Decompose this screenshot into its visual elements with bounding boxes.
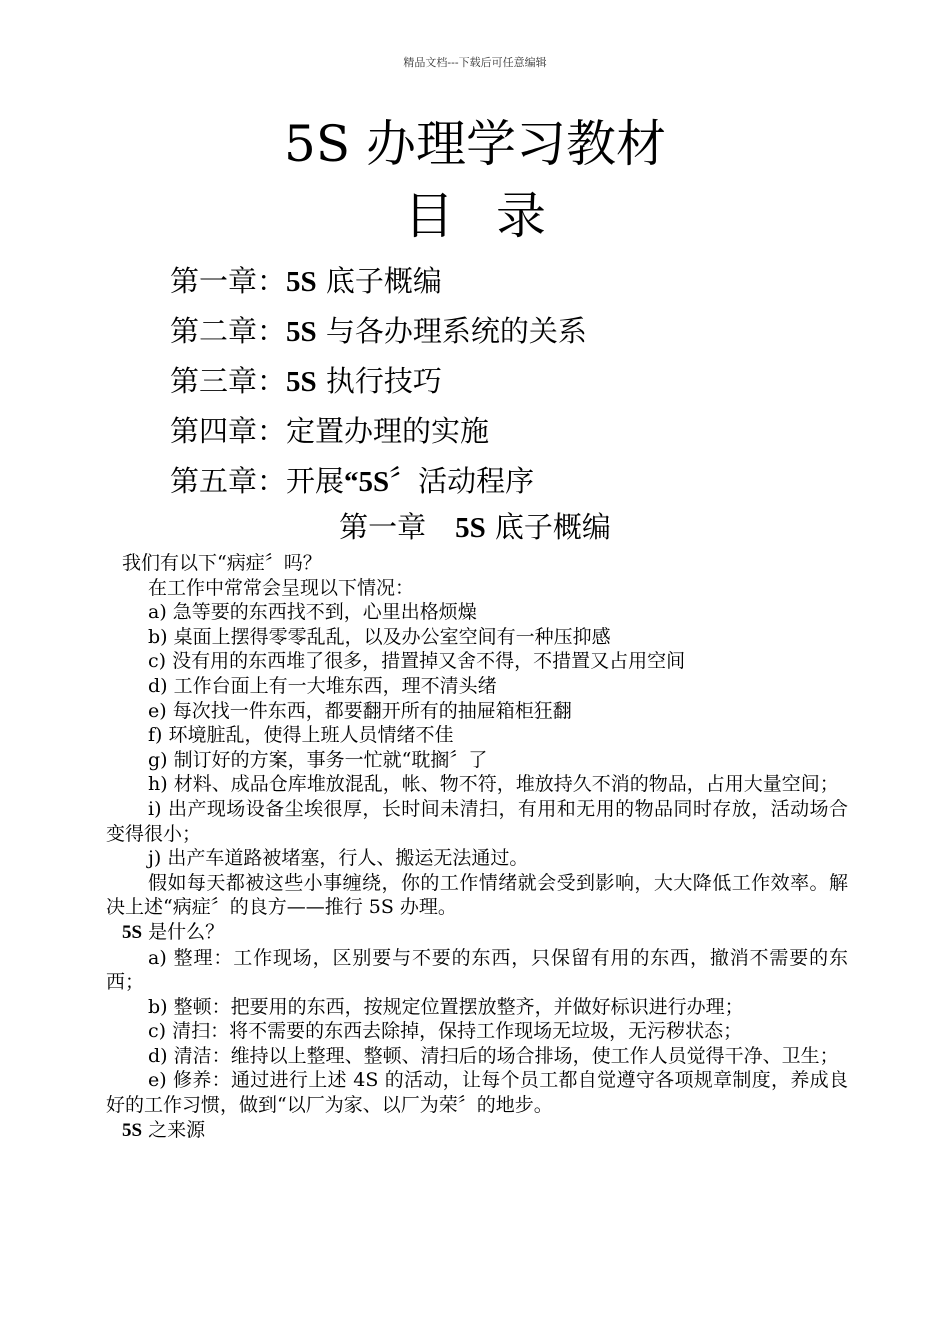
document-title: 5S 办理学习教材	[284, 115, 666, 173]
toc-item-text: 与各办理系统的关系	[316, 314, 587, 348]
toc-item-prefix: 第一章：	[170, 264, 287, 298]
toc-item-text: 底子概编	[316, 264, 442, 298]
toc-item-text: 执行技巧	[316, 364, 442, 398]
toc-item-prefix: 第二章：	[170, 314, 287, 348]
paragraph-text: c) 清扫：将不需要的东西去除掉，保持工作现场无垃圾，无污秽状态；	[148, 1020, 743, 1043]
paragraph	[106, 1044, 848, 1069]
toc-item-bold: 5S	[286, 316, 317, 348]
paragraph	[106, 946, 848, 995]
paragraph-bold: 5S	[122, 1119, 143, 1141]
toc-item	[170, 306, 890, 356]
paragraph-text: 之来源	[142, 1118, 206, 1141]
paragraph-bold: 5S	[122, 921, 143, 943]
toc-item	[170, 256, 890, 306]
toc-item-text: 〞活动程序	[389, 464, 535, 498]
paragraph-text: a) 整理：工作现场，区别要与不要的东西，只保留有用的东西，撤消不需要的东西；	[106, 946, 848, 994]
paragraph	[106, 871, 848, 920]
paragraph	[106, 674, 848, 699]
paragraph	[106, 846, 848, 871]
paragraph	[106, 1118, 848, 1144]
paragraph	[106, 1068, 848, 1117]
table-of-contents	[170, 256, 890, 506]
paragraph	[106, 797, 848, 846]
paragraph-text: c) 没有用的东西堆了很多，措置掉又舍不得，不措置又占用空间	[148, 650, 686, 673]
paragraph-text: f) 环境脏乱，使得上班人员情绪不佳	[148, 724, 454, 747]
paragraph	[106, 699, 848, 724]
paragraph-text: d) 工作台面上有一大堆东西，理不清头绪	[148, 674, 497, 697]
chapter-heading-text: 底子概编	[485, 510, 611, 544]
paragraph	[106, 995, 848, 1020]
toc-item-prefix: 第五章：开展	[170, 464, 345, 498]
chapter-heading-prefix: 第一章	[339, 510, 456, 544]
toc-item-bold: 5S	[286, 366, 317, 398]
paragraph-text: j) 出产车道路被堵塞，行人、搬运无法通过。	[148, 847, 529, 870]
toc-item-prefix: 第四章：	[170, 414, 287, 448]
paragraph-text: i) 出产现场设备尘埃很厚，长时间未清扫，有用和无用的物品同时存放，活动场合变得很小；	[106, 797, 848, 845]
toc-item	[170, 406, 890, 456]
header-note: 精品文档---下载后可任意编辑	[403, 56, 547, 69]
paragraph-text: 假如每天都被这些小事缠绕，你的工作情绪就会受到影响，大大降低工作效率。解决上述“病症〞的良方——推行 5S 办理。	[106, 871, 848, 919]
paragraph-text: d) 清洁：维持以上整理、整顿、清扫后的场合排场，使工作人员觉得干净、卫生；	[148, 1044, 839, 1067]
paragraph	[106, 772, 848, 797]
toc-item-bold: 5S	[286, 266, 317, 298]
paragraph-text: 是什么？	[142, 920, 225, 943]
paragraph	[106, 551, 848, 576]
paragraph-text: h) 材料、成品仓库堆放混乱，帐、物不符，堆放持久不消的物品，占用大量空间；	[148, 773, 839, 796]
toc-item-prefix: 第三章：	[170, 364, 287, 398]
paragraph-text: b) 整顿：把要用的东西，按规定位置摆放整齐，并做好标识进行办理；	[148, 995, 744, 1018]
paragraph	[106, 625, 848, 650]
toc-heading: 目录	[404, 187, 588, 245]
paragraph-text: e) 修养：通过进行上述 4S 的活动，让每个员工都自觉遵守各项规章制度，养成良好的工作习惯，做到“以厂为家、以厂为荣〞的地步。	[106, 1069, 848, 1117]
paragraph-text: a) 急等要的东西找不到，心里出格烦燥	[148, 601, 477, 624]
paragraph	[106, 1019, 848, 1044]
chapter-heading-bold: 5S	[455, 512, 486, 544]
paragraph	[106, 748, 848, 773]
paragraph	[106, 576, 848, 601]
paragraph	[106, 649, 848, 674]
chapter-heading	[0, 505, 950, 550]
paragraph-text: 在工作中常常会呈现以下情况：	[148, 576, 415, 599]
paragraph-text: g) 制订好的方案，事务一忙就“耽搁〞了	[148, 748, 488, 771]
paragraph	[106, 600, 848, 625]
toc-item	[170, 356, 890, 406]
toc-item-text: 定置办理的实施	[286, 414, 490, 448]
paragraph	[106, 920, 848, 946]
paragraph-text: e) 每次找一件东西，都要翻开所有的抽屉箱柜狂翻	[148, 699, 572, 722]
toc-item	[170, 456, 890, 506]
paragraph-text: b) 桌面上摆得零零乱乱，以及办公室空间有一种压抑感	[148, 625, 611, 648]
paragraph	[106, 723, 848, 748]
toc-item-bold: “5S	[344, 466, 390, 498]
paragraph-text: 我们有以下“病症〞吗？	[122, 552, 322, 574]
body-text	[106, 551, 848, 1143]
